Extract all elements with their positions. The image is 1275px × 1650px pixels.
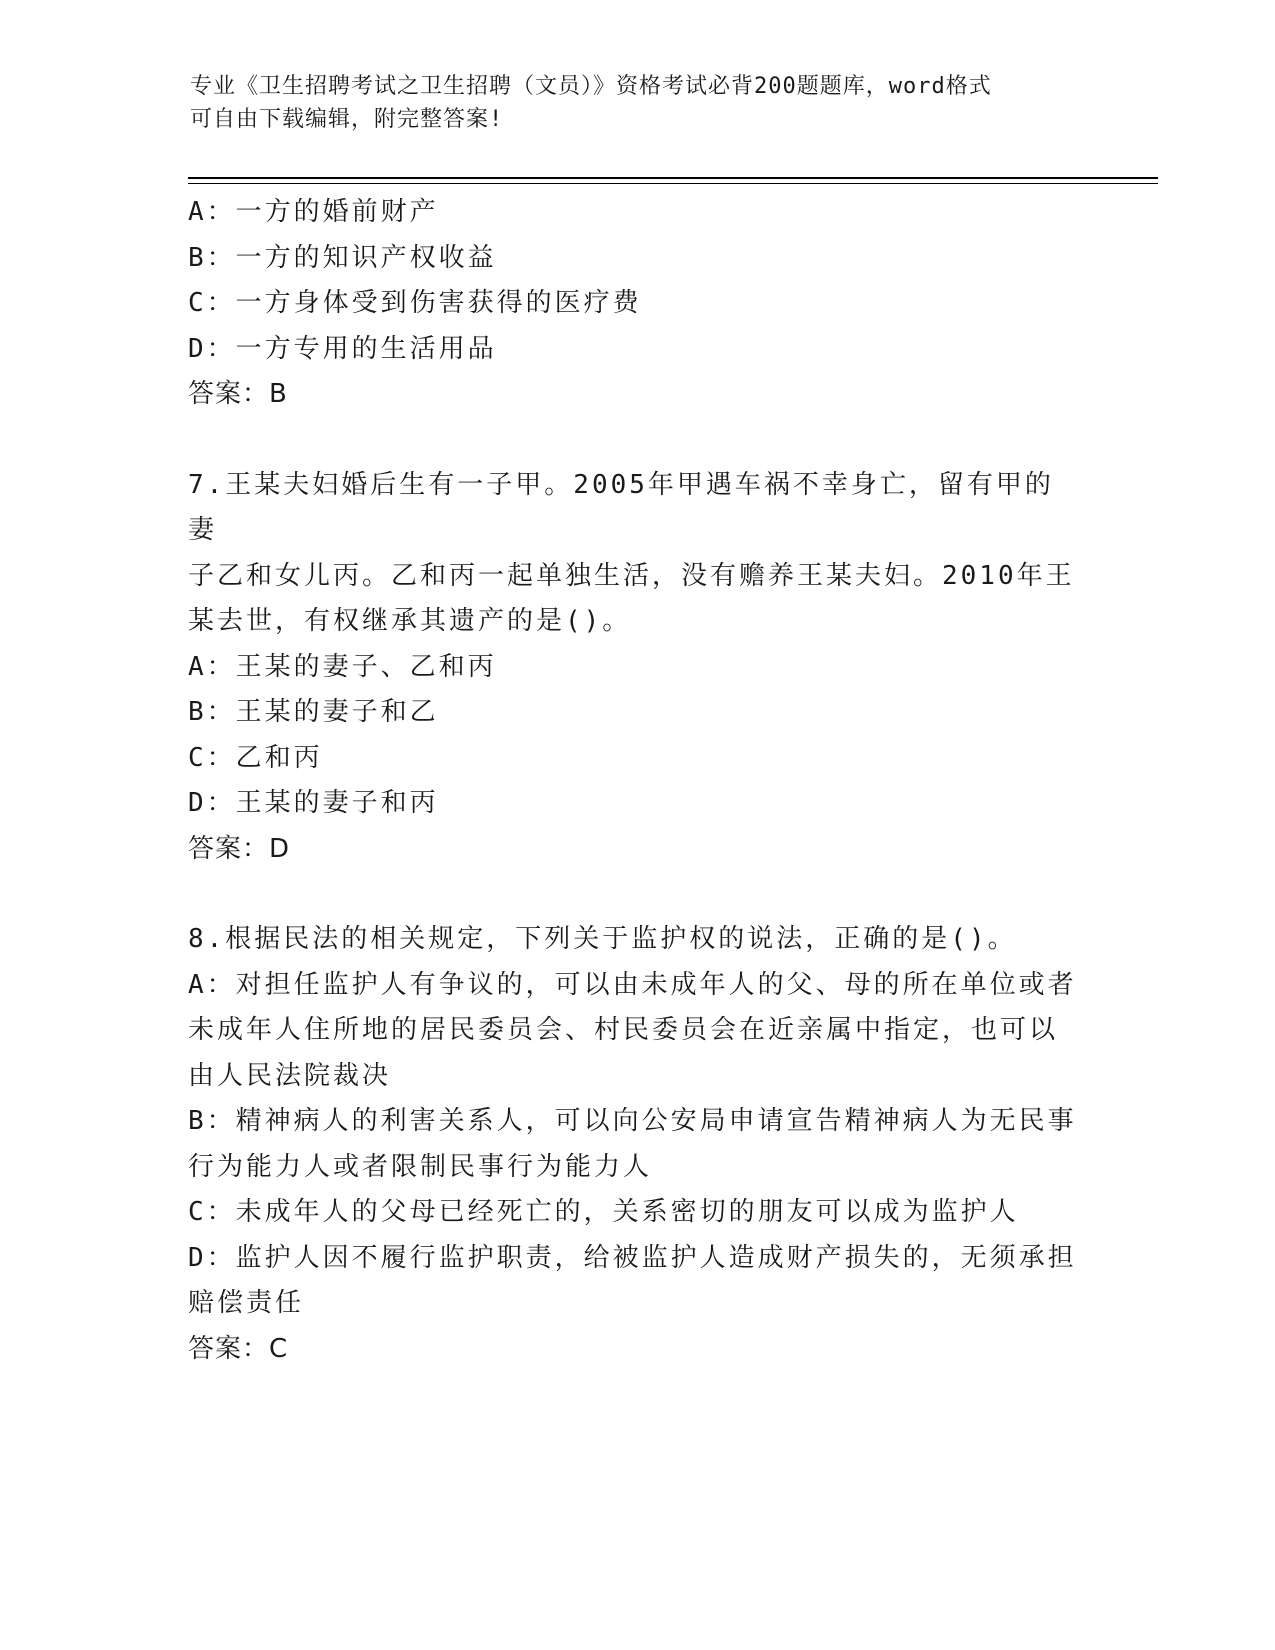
- q6-option-a: A：一方的婚前财产: [188, 197, 439, 227]
- q8-option-a-line: A：对担任监护人有争议的，可以由未成年人的父、母的所在单位或者: [188, 969, 1077, 1000]
- header-divider-thin: [188, 183, 1158, 184]
- q7-stem-line: 子乙和女儿丙。乙和丙一起单独生活，没有赡养王某夫妇。2010年王: [188, 560, 1075, 591]
- q8-option-d-line: D：监护人因不履行监护职责，给被监护人造成财产损失的，无须承担: [188, 1242, 1077, 1273]
- q6-option-c: C：一方身体受到伤害获得的医疗费: [188, 288, 642, 318]
- q7-option-c: C：乙和丙: [188, 742, 323, 773]
- q6-answer: 答案：B: [188, 379, 288, 409]
- q7-option-a: A：王某的妻子、乙和丙: [188, 651, 497, 682]
- q8-option-a-line: 由人民法院裁决: [188, 1060, 392, 1091]
- q7-stem-line: 7.王某夫妇婚后生有一子甲。2005年甲遇车祸不幸身亡，留有甲的妻: [188, 469, 1054, 545]
- spacer: [188, 418, 1078, 463]
- q8-stem-line: 8.根据民法的相关规定，下列关于监护权的说法，正确的是()。: [188, 924, 1017, 954]
- q6-option-b: B：一方的知识产权收益: [188, 242, 497, 273]
- q8-option-b-line: B：精神病人的利害关系人，可以向公安局申请宣告精神病人为无民事: [188, 1106, 1077, 1136]
- q7-option-d: D：王某的妻子和丙: [188, 788, 439, 818]
- q8-option-c-line: C：未成年人的父母已经死亡的，关系密切的朋友可以成为监护人: [188, 1197, 1019, 1227]
- q7-answer: 答案：D: [188, 833, 291, 864]
- q7-option-b: B：王某的妻子和乙: [188, 697, 439, 727]
- header-divider: [188, 177, 1158, 179]
- header-line-1: 专业《卫生招聘考试之卫生招聘（文员）》资格考试必背200题题库，word格式: [190, 74, 992, 99]
- q7-stem-line: 某去世，有权继承其遗产的是()。: [188, 606, 632, 636]
- q6-option-d: D：一方专用的生活用品: [188, 333, 497, 364]
- q8-option-b-line: 行为能力人或者限制民事行为能力人: [188, 1151, 653, 1182]
- q8-option-a-line: 未成年人住所地的居民委员会、村民委员会在近亲属中指定，也可以: [188, 1015, 1059, 1045]
- spacer: [188, 872, 1078, 917]
- document-header: [190, 70, 1070, 136]
- question-content: [188, 190, 1078, 1372]
- q8-option-d-line: 赔偿责任: [188, 1288, 305, 1318]
- header-line-2: 可自由下载编辑，附完整答案!: [190, 107, 504, 132]
- q8-answer: 答案：C: [188, 1333, 289, 1364]
